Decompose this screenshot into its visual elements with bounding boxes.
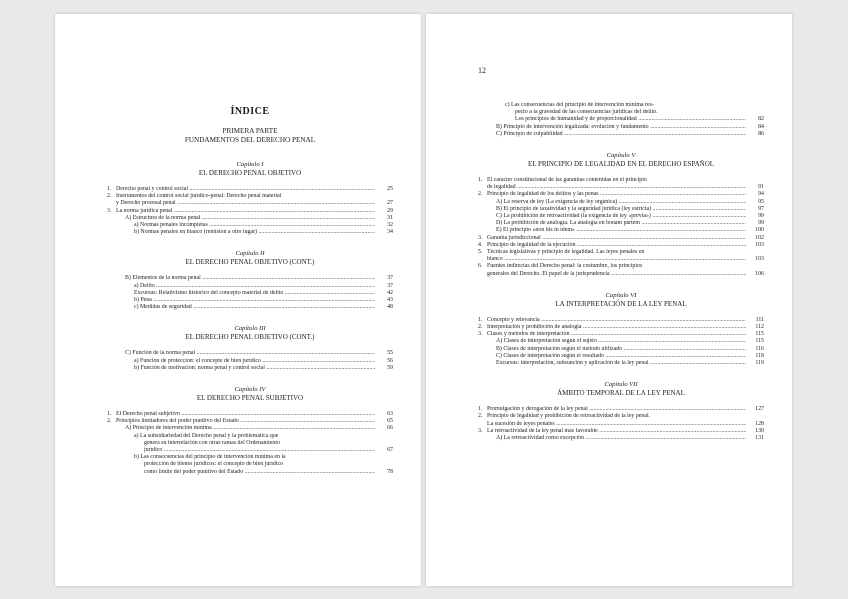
toc-entry-page: 48	[387, 304, 393, 311]
toc-entry	[478, 263, 764, 270]
toc-entry	[107, 208, 393, 215]
toc-entry	[107, 411, 393, 418]
toc-entry-page: 111	[755, 316, 764, 323]
chapter-title: EL DERECHO PENAL OBJETIVO	[198, 169, 302, 177]
toc-entry	[478, 271, 764, 278]
toc-entry-text: Promulgación y derogación de la ley penal .....	[487, 406, 746, 413]
toc-entry	[107, 283, 393, 290]
toc-entry-page: 106	[755, 270, 764, 277]
toc-entry-text: B) Principio de intervención legalizada: evolución y fundamento .....	[496, 124, 746, 131]
toc-entry-number: 3.	[478, 331, 483, 338]
right-top-entries	[478, 102, 764, 138]
toc-entry-page: 84	[758, 123, 764, 130]
chapter-title: EL DERECHO PENAL OBJETIVO (CONT.)	[185, 333, 315, 342]
toc-entry	[478, 191, 764, 198]
chapter-label: Capítulo VI	[605, 291, 637, 299]
part-label: PRIMERA PARTE	[222, 127, 278, 135]
toc-list	[107, 186, 393, 236]
toc-entry-page: 91	[758, 184, 764, 191]
chapter-title: EL DERECHO PENAL OBJETIVO (CONT.)	[185, 258, 315, 267]
chapter-label: Capítulo VII	[604, 381, 638, 389]
toc-entry-number: 2.	[478, 191, 483, 198]
toc-list	[107, 411, 393, 476]
toc-entry-text: genera su interrelación con otras ramas del Ordenamiento	[144, 439, 280, 446]
toc-entry-text: a) La subsidiariedad del Derecho penal y la problemática que	[134, 432, 279, 439]
toc-entry-text: b) Las consecuencias del principio de intervención mínima en la	[134, 454, 286, 461]
toc-list	[478, 406, 764, 442]
toc-entry-page: 65	[387, 418, 393, 425]
toc-entry	[478, 428, 764, 435]
toc-entry	[107, 469, 393, 476]
left-page-content	[107, 86, 393, 490]
toc-entry-text: A) Estructura de la norma penal .....	[125, 215, 375, 222]
toc-entry	[107, 461, 393, 468]
toc-entry-page: 67	[387, 447, 393, 454]
toc-entry	[107, 275, 393, 282]
toc-entry	[107, 365, 393, 372]
toc-entry-number: 2.	[478, 324, 483, 331]
toc-entry-text: Instrumentos del control social jurídico-penal: Derecho penal material	[116, 193, 282, 200]
toc-entry-text: A) La reserva de ley (La exigencia de ley orgánica) .....	[496, 199, 746, 206]
toc-entry-text: Técnicas legislativas y principio de legalidad. Las leyes penales en	[487, 249, 645, 256]
toc-entry	[478, 206, 764, 213]
toc-entry-text: Clases y métodos de interpretación .....	[487, 331, 746, 338]
toc-entry	[107, 297, 393, 304]
right-page	[426, 14, 792, 586]
left-chapters	[107, 161, 393, 476]
toc-entry-number: 6.	[478, 263, 483, 270]
toc-entry-text: C) La prohibición de retroactividad (la exigencia de ley «previa») .....	[496, 213, 746, 220]
toc-entry	[107, 304, 393, 311]
left-page	[55, 14, 421, 586]
toc-entry-page: 94	[758, 191, 764, 198]
chapter-section	[107, 386, 393, 476]
toc-entry-page: 112	[755, 324, 764, 331]
toc-entry-number: 3.	[478, 234, 483, 241]
toc-entry	[478, 413, 764, 420]
toc-entry-text: b) Función de motivación: norma penal y control social .....	[134, 365, 375, 372]
toc-entry-page: 37	[387, 275, 393, 282]
toc-entry	[107, 200, 393, 207]
toc-entry-page: 115	[755, 338, 764, 345]
toc-entry-page: 55	[387, 350, 393, 357]
toc-entry-text: El carácter constitucional de las garantías contenidas en el principio	[487, 177, 647, 184]
toc-entry	[478, 116, 764, 123]
toc-entry	[478, 256, 764, 263]
toc-entry-text: generales del Derecho. El papel de la jurisprudencia .....	[487, 271, 746, 278]
toc-entry	[478, 353, 764, 360]
toc-entry-number: 5.	[478, 249, 483, 256]
toc-entry-text: D) La prohibición de analogía. La analogía en bonam partem .....	[496, 220, 746, 227]
toc-entry	[107, 290, 393, 297]
toc-entry-text: b) Normas penales en blanco (remisión a otro lugar) .....	[134, 229, 375, 236]
toc-entry	[478, 235, 764, 242]
toc-entry-page: 99	[758, 220, 764, 227]
toc-entry	[107, 186, 393, 193]
toc-entry	[107, 222, 393, 229]
toc-entry-text: El Derecho penal subjetivo .....	[116, 411, 375, 418]
chapter-label: Capítulo II	[235, 250, 265, 258]
toc-entry	[478, 338, 764, 345]
toc-entry	[107, 447, 393, 454]
toc-entry-text: La sucesión de leyes penales .....	[487, 421, 746, 428]
toc-entry-page: 86	[758, 130, 764, 137]
toc-entry	[478, 360, 764, 367]
toc-entry-text: Fuentes indirectas del Derecho penal: la costumbre, los principios	[487, 263, 643, 270]
toc-entry-page: 66	[387, 425, 393, 432]
toc-entry-text: B) Elementos de la norma penal .....	[125, 275, 375, 282]
toc-entry-text: blanco .....	[487, 256, 746, 263]
toc-entry-text: a) Normas penales incompletas .....	[134, 222, 375, 229]
toc-entry-number: 1.	[478, 316, 483, 323]
toc-entry-page: 42	[387, 289, 393, 296]
toc-entry	[478, 199, 764, 206]
toc-entry	[107, 229, 393, 236]
toc-entry	[478, 406, 764, 413]
toc-entry-number: 1.	[478, 177, 483, 184]
chapter-label: Capítulo III	[234, 325, 266, 333]
toc-entry-text: A) Principio de intervención mínima .....	[125, 425, 375, 432]
toc-entry-text: Interpretación y prohibición de analogía .....	[487, 324, 746, 331]
toc-entry-page: 128	[755, 420, 764, 427]
toc-entry-page: 103	[755, 256, 764, 263]
toc-entry-page: 63	[387, 411, 393, 418]
toc-entry-text: Concepto y relevancia .....	[487, 317, 746, 324]
toc-entry	[107, 425, 393, 432]
toc-entry-page: 95	[758, 198, 764, 205]
toc-entry	[478, 317, 764, 324]
toc-entry-page: 37	[387, 282, 393, 289]
toc-entry-page: 102	[755, 234, 764, 241]
toc-entry-number: 2.	[478, 413, 483, 420]
toc-entry-page: 116	[755, 345, 764, 352]
toc-entry-number: 3.	[107, 207, 112, 214]
toc-entry-page: 34	[387, 229, 393, 236]
toc-entry-text: C) Clases de interpretación según el resultado .....	[496, 353, 746, 360]
toc-list	[478, 317, 764, 367]
toc-list	[478, 177, 764, 278]
toc-entry	[478, 131, 764, 138]
toc-entry-text: Principio de legalidad de los delitos y las penas .....	[487, 191, 746, 198]
toc-entry	[478, 184, 764, 191]
toc-entry-text: b) Pena .....	[134, 297, 375, 304]
toc-entry-number: 2.	[107, 418, 112, 425]
toc-entry-page: 97	[758, 205, 764, 212]
toc-entry-text: Derecho penal y control social .....	[116, 186, 375, 193]
toc-entry-number: 1.	[107, 186, 112, 192]
toc-entry-text: c) Las consecuencias del principio de intervención mínima res-	[505, 102, 654, 108]
toc-entry	[478, 346, 764, 353]
toc-entry-number: 4.	[478, 241, 483, 248]
toc-entry-text: Excursus: Relativismo histórico del concepto material de delito .....	[134, 290, 375, 297]
chapter-label: Capítulo IV	[234, 386, 266, 394]
toc-entry	[107, 440, 393, 447]
toc-entry-text: Principios limitadores del poder punitivo del Estado .....	[116, 418, 375, 425]
chapter-section	[478, 381, 764, 442]
toc-entry-page: 131	[755, 435, 764, 442]
toc-entry	[478, 177, 764, 184]
toc-entry	[107, 358, 393, 365]
toc-entry-text: de legalidad .....	[487, 184, 746, 191]
chapter-title: ÁMBITO TEMPORAL DE LA LEY PENAL	[557, 389, 685, 398]
chapter-section	[107, 250, 393, 311]
toc-entry-page: 32	[387, 222, 393, 229]
toc-entry-text: pecto a la gravedad de las consecuencias jurídicas del delito.	[515, 109, 658, 116]
toc-entry-text: B) Clases de interpretación según el método utilizado .....	[496, 346, 746, 353]
toc-entry-page: 59	[387, 364, 393, 371]
toc-entry-page: 130	[755, 427, 764, 434]
chapter-label: Capítulo V	[606, 152, 636, 160]
toc-entry-page: 82	[758, 116, 764, 123]
toc-entry-page: 99	[758, 213, 764, 220]
toc-entry-text: Principio de legalidad y prohibición de retroactividad de la ley penal.	[487, 413, 651, 420]
toc-entry-page: 31	[387, 214, 393, 221]
toc-entry-number: 1.	[107, 411, 112, 418]
toc-entry	[478, 227, 764, 234]
toc-entry-text: Principio de legalidad de la ejecución .....	[487, 242, 746, 249]
toc-entry	[478, 220, 764, 227]
toc-entry-text: Garantía jurisdiccional .....	[487, 235, 746, 242]
toc-entry	[107, 433, 393, 440]
toc-entry-number: 2.	[107, 193, 112, 200]
toc-entry-page: 100	[755, 227, 764, 234]
toc-entry-text: a) Delito .....	[134, 283, 375, 290]
toc-entry	[478, 213, 764, 220]
toc-entry-page: 103	[755, 241, 764, 248]
toc-entry-page: 115	[755, 331, 764, 338]
toc-entry-text: A) La retroactividad como excepción .....	[496, 435, 746, 442]
toc-entry-text: protección de bienes jurídicos: el concepto de bien jurídico	[144, 461, 284, 468]
chapter-title: EL PRINCIPIO DE LEGALIDAD EN EL DERECHO ESPAÑOL	[527, 160, 715, 169]
toc-entry	[478, 421, 764, 428]
toc-entry-text: a) Función de protección: el concepte de bien jurídico .....	[134, 358, 375, 365]
toc-entry-text: E) El principio «non bis in idem» .....	[496, 227, 746, 234]
chapter-title: EL DERECHO PENAL SUBJETIVO	[196, 394, 304, 403]
toc-entry	[107, 418, 393, 425]
toc-entry	[107, 454, 393, 461]
right-page-content	[478, 102, 764, 456]
right-chapters	[478, 152, 764, 442]
toc-entry-text: C) Principio de culpabilidad .....	[496, 131, 746, 138]
chapter-section	[107, 325, 393, 372]
toc-entry-text: como límite del poder punitivo del Estado .....	[144, 469, 375, 476]
toc-entry-number: 3.	[478, 427, 483, 434]
toc-entry	[478, 324, 764, 331]
toc-entry-text: C) Función de la norma penal .....	[125, 350, 375, 357]
chapter-section	[107, 161, 393, 236]
chapter-title: LA INTERPRETACIÓN DE LA LEY PENAL	[555, 299, 687, 308]
toc-entry-text: c) Medidas de seguridad .....	[134, 304, 375, 311]
toc-entry	[107, 350, 393, 357]
toc-entry	[107, 193, 393, 200]
chapter-label: Capítulo I	[236, 161, 264, 168]
toc-entry-page: 29	[387, 207, 393, 214]
toc-entry-text: B) El principio de taxatividad y la seguridad jurídica (ley estricta) .....	[496, 206, 746, 213]
toc-entry-text: Excursus: interpretación, subsunción y aplicación de la ley penal .....	[496, 360, 746, 367]
toc-entry	[478, 109, 764, 116]
toc-entry-page: 78	[387, 468, 393, 475]
toc-entry-page: 27	[387, 200, 393, 207]
toc-entry-page: 127	[755, 406, 764, 413]
toc-entry	[478, 331, 764, 338]
toc-entry-text: y Derecho procesal penal .....	[116, 200, 375, 207]
chapter-section	[478, 292, 764, 367]
toc-entry-text: Los principios de humanidad y de proporcionalidad .....	[515, 116, 746, 123]
toc-list	[107, 275, 393, 311]
toc-entry-text: A) Clases de interpretación según el sujeto .....	[496, 338, 746, 345]
chapter-section	[478, 152, 764, 278]
part-title: FUNDAMENTOS DEL DERECHO PENAL	[184, 136, 316, 144]
toc-entry	[478, 124, 764, 131]
index-title: ÍNDICE	[230, 106, 270, 117]
toc-entry-page: 118	[755, 352, 764, 359]
toc-entry-page: 56	[387, 357, 393, 364]
toc-list	[107, 350, 393, 372]
toc-entry-text: La norma jurídica penal .....	[116, 208, 375, 215]
page-number: 12	[478, 66, 486, 75]
toc-entry-page: 43	[387, 297, 393, 304]
toc-entry	[107, 215, 393, 222]
toc-entry-number: 1.	[478, 406, 483, 413]
toc-entry-text: La retroactividad de la ley penal más favorable .....	[487, 428, 746, 435]
toc-entry-page: 119	[755, 360, 764, 367]
toc-entry	[478, 242, 764, 249]
toc-entry	[478, 249, 764, 256]
toc-entry	[478, 102, 764, 109]
toc-entry	[478, 435, 764, 442]
toc-entry-page: 25	[387, 186, 393, 192]
toc-entry-text: jurídico .....	[144, 447, 375, 454]
